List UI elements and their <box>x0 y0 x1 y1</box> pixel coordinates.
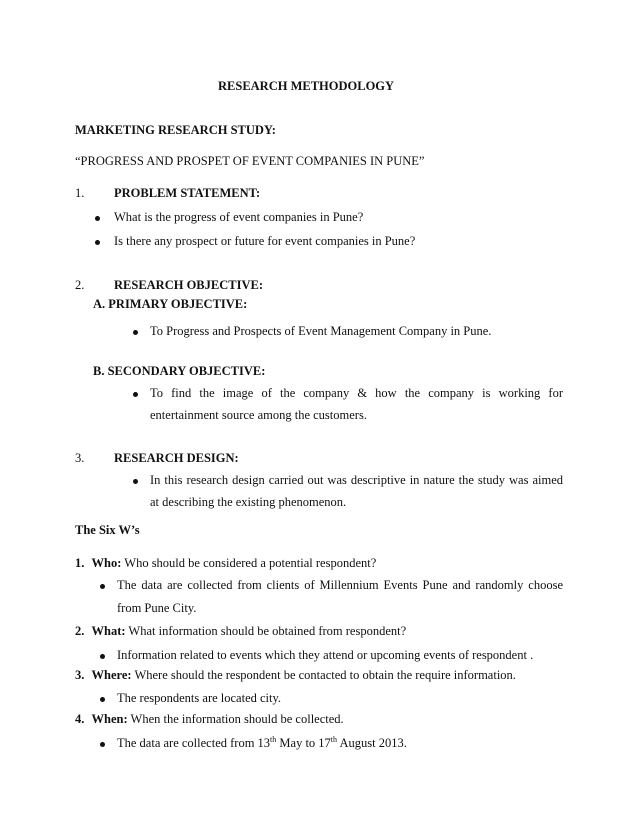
section1-bullet-2: Is there any prospect or future for event companies in Pune? <box>114 234 416 248</box>
when-answer-sup-2: th <box>330 735 338 744</box>
where-number: 3. <box>75 668 85 682</box>
bullet-icon <box>95 240 100 245</box>
section1-heading: PROBLEM STATEMENT: <box>114 186 261 200</box>
when-answer-sup-1: th <box>270 735 277 744</box>
study-heading: MARKETING RESEARCH STUDY: <box>75 123 276 137</box>
when-answer-text-2: May to 17 <box>276 736 331 750</box>
section3-number: 3. <box>75 451 85 465</box>
bullet-icon <box>133 392 138 397</box>
document-title: RESEARCH METHODOLOGY <box>218 79 395 93</box>
when-answer-text-1: The data are collected from 13 <box>117 736 271 750</box>
what-label: What: <box>91 624 126 638</box>
section3-heading: RESEARCH DESIGN: <box>114 451 239 465</box>
secondary-objective-line-2: entertainment source among the customers. <box>150 408 367 422</box>
secondary-objective-line-1: To find the image of the company & how the company is working for <box>150 386 563 400</box>
who-number: 1. <box>75 556 85 570</box>
when-answer-text-3: August 2013. <box>337 736 407 750</box>
when-item <box>75 712 344 727</box>
bullet-icon <box>133 330 138 335</box>
what-answer: Information related to events which they attend or upcoming events of respondent . <box>117 648 534 662</box>
what-question: What information should be obtained from respondent? <box>125 624 407 638</box>
primary-objective-bullet: To Progress and Prospects of Event Management Company in Pune. <box>150 324 492 338</box>
what-number: 2. <box>75 624 85 638</box>
where-question: Where should the respondent be contacted to obtain the require information. <box>131 668 516 682</box>
section1-number: 1. <box>75 186 85 200</box>
bullet-icon <box>100 697 105 702</box>
bullet-icon <box>95 216 100 221</box>
bullet-icon <box>100 742 105 747</box>
who-answer-line-2: from Pune City. <box>117 601 197 615</box>
study-title: “PROGRESS AND PROSPET OF EVENT COMPANIES IN PUNE” <box>75 154 425 168</box>
research-design-line-2: at describing the existing phenomenon. <box>150 495 347 509</box>
what-item <box>75 624 406 639</box>
when-question: When the information should be collected. <box>127 712 344 726</box>
secondary-objective-heading: B. SECONDARY OBJECTIVE: <box>93 364 266 378</box>
section1-bullet-1: What is the progress of event companies in Pune? <box>114 210 364 224</box>
where-item <box>75 668 516 683</box>
where-label: Where: <box>91 668 132 682</box>
who-item <box>75 556 376 571</box>
bullet-icon <box>133 479 138 484</box>
who-answer-line-1: The data are collected from clients of Millennium Events Pune and randomly choose <box>117 578 563 592</box>
when-label: When: <box>91 712 128 726</box>
when-number: 4. <box>75 712 85 726</box>
primary-objective-heading: A. PRIMARY OBJECTIVE: <box>93 297 248 311</box>
section2-heading: RESEARCH OBJECTIVE: <box>114 278 263 292</box>
bullet-icon <box>100 654 105 659</box>
section2-number: 2. <box>75 278 85 292</box>
research-design-line-1: In this research design carried out was descriptive in nature the study was aimed <box>150 473 563 487</box>
when-answer <box>117 736 407 751</box>
who-question: Who should be considered a potential respondent? <box>121 556 377 570</box>
who-label: Who: <box>91 556 122 570</box>
six-ws-heading: The Six W’s <box>75 523 140 537</box>
where-answer: The respondents are located city. <box>117 691 282 705</box>
bullet-icon <box>100 584 105 589</box>
